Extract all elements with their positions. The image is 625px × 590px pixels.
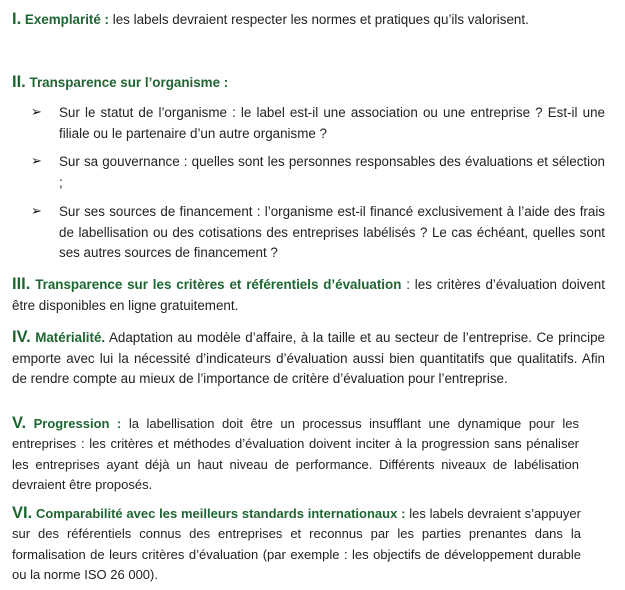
section-1-title: Exemplarité : (24, 12, 110, 27)
section-1-text: les labels devraient respecter les normes et pratiques qu’ils valorisent. (112, 12, 529, 27)
arrowhead-bullet-icon: ➢ (31, 105, 42, 120)
bullet-item (31, 152, 605, 193)
section-3-title: Transparence sur les critères et référentiels d’évaluation (35, 277, 402, 292)
section-2-heading (12, 72, 605, 93)
section-6-number: VI. (12, 504, 33, 522)
section-1-number: I. (12, 10, 22, 28)
section-3 (12, 274, 605, 316)
section-6-title: Comparabilité avec les meilleurs standards internationaux : (35, 506, 406, 521)
section-5-title: Progression : (33, 416, 122, 431)
section-5-number: V. (12, 414, 27, 432)
section-5 (12, 413, 579, 495)
section-3-number: III. (12, 275, 31, 293)
section-4 (12, 327, 605, 390)
section-6 (12, 503, 581, 585)
section-6-text: les labels devraient s’appuyer sur des référentiels connus des entreprises et reconnus par les parties prenantes dans la formalisation de leurs critères d’évaluation (par exemple : les objectifs de développement durable ou la norme ISO 26 000). (12, 506, 581, 582)
arrowhead-bullet-icon: ➢ (31, 154, 42, 169)
section-5-text: la labellisation doit être un processus insufflant une dynamique pour les entreprises : les critères et méthodes d’évaluation doivent inciter à la progression sans pénaliser les entreprises ayant déjà un haut niveau de performance. Différents niveaux de labélisation devraient être proposés. (12, 416, 579, 492)
bullet-text: Sur sa gouvernance : quelles sont les personnes responsables des évaluations et sélection ; (59, 154, 605, 190)
section-2-number: II. (12, 73, 26, 91)
arrowhead-bullet-icon: ➢ (31, 204, 42, 219)
section-4-title: Matérialité. (35, 330, 106, 345)
bullet-item (31, 202, 605, 264)
section-4-number: IV. (12, 328, 31, 346)
bullet-text: Sur ses sources de financement : l’organisme est-il financé exclusivement à l’aide des frais de labellisation ou des cotisations des entreprises labélisés ? Le cas échéant, quelles sont ses autres sources de financement ? (59, 204, 605, 260)
bullet-text: Sur le statut de l’organisme : le label est-il une association ou une entreprise ? Est-il une filiale ou le partenaire d’un autre organisme ? (59, 105, 605, 141)
section-3-text: : les critères d’évaluation doivent être disponibles en ligne gratuitement. (12, 277, 605, 313)
section-2-title: Transparence sur l’organisme : (29, 75, 229, 90)
section-1 (12, 9, 605, 31)
section-4-text: Adaptation au modèle d’affaire, à la taille et au secteur de l’entreprise. Ce principe emporte avec lui la nécessité d’indicateurs d’évaluation aussi bien quantitatifs que qualitatifs. Afin de rendre compte au mieux de l’importance de critère d’évaluation pour l’entreprise. (12, 330, 605, 386)
bullet-item (31, 103, 605, 144)
